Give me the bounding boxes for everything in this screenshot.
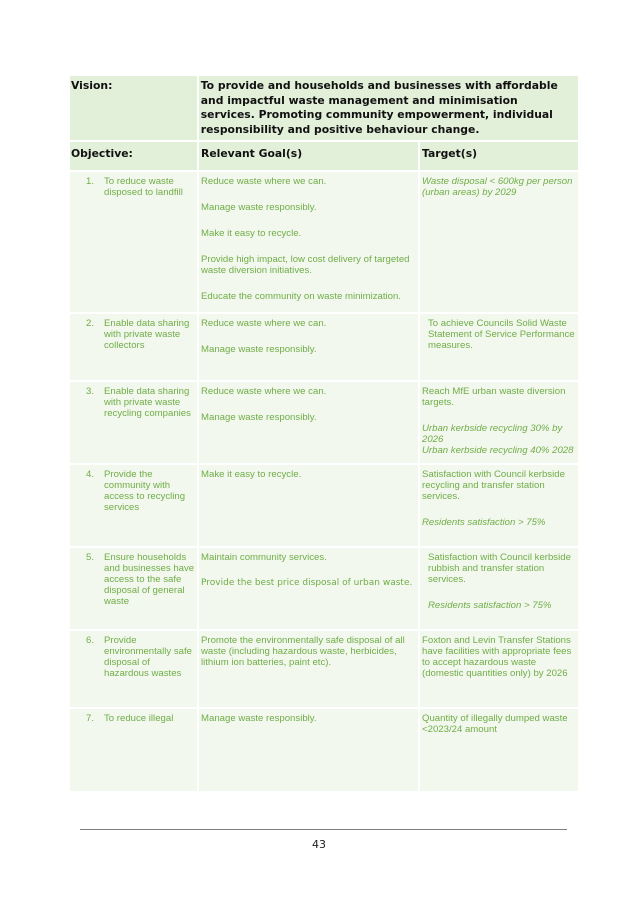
objective-cell xyxy=(70,631,197,707)
objective-text: To reduce illegal xyxy=(104,713,174,724)
target-text: To achieve Councils Solid Waste Statement of Service Performance measures. xyxy=(428,318,575,351)
target-text: Residents satisfaction > 75% xyxy=(422,517,546,528)
target-text: Waste disposal < 600kg per person (urban areas) by 2029 xyxy=(422,176,573,198)
goal-text: Manage waste responsibly. xyxy=(201,412,317,423)
objective-number: 6. xyxy=(85,635,94,646)
target-cell xyxy=(420,631,578,707)
goal-text: Manage waste responsibly. xyxy=(201,202,317,213)
target-cell xyxy=(420,548,578,629)
objective-cell xyxy=(70,548,197,629)
objective-cell xyxy=(70,314,197,380)
vision-statement: To provide and households and businesses with affordable and impactful waste management and minimisation services. Promoting community empowerment, individual responsibility and positive behaviour change. xyxy=(199,76,578,140)
objective-number: 7. xyxy=(85,713,94,724)
objective-text: Provide environmentally safe disposal of hazardous wastes xyxy=(104,635,192,679)
goal-cell xyxy=(199,382,418,463)
objective-number: 3. xyxy=(85,386,94,397)
target-text: Urban kerbside recycling 40% 2028 xyxy=(422,445,574,456)
table-row xyxy=(70,709,578,791)
target-text: Quantity of illegally dumped waste <2023/24 amount xyxy=(422,713,568,735)
goal-text: Promote the environmentally safe disposal of all waste (including hazardous waste, herbicides, lithium ion batteries, paint etc). xyxy=(201,635,405,668)
goal-cell xyxy=(199,314,418,380)
goal-text: Make it easy to recycle. xyxy=(201,228,302,239)
target-text: Satisfaction with Council kerbside recycling and transfer station services. xyxy=(422,469,565,502)
goal-cell xyxy=(199,709,418,791)
goal-text: Provide the best price disposal of urban waste. xyxy=(201,578,413,588)
strategy-table xyxy=(70,76,578,793)
table-row xyxy=(70,314,578,380)
goal-cell xyxy=(199,548,418,629)
target-text: Residents satisfaction > 75% xyxy=(428,600,552,611)
target-cell xyxy=(420,382,578,463)
target-cell xyxy=(420,172,578,312)
objective-text: To reduce waste disposed to landfill xyxy=(104,176,183,198)
objective-cell xyxy=(70,382,197,463)
goal-text: Provide high impact, low cost delivery of targeted waste diversion initiatives. xyxy=(201,254,410,276)
table-row xyxy=(70,465,578,546)
goal-header: Relevant Goal(s) xyxy=(199,142,418,170)
vision-label: Vision: xyxy=(70,76,197,140)
target-text: Urban kerbside recycling 30% by 2026 xyxy=(422,423,563,445)
target-text: Reach MfE urban waste diversion targets. xyxy=(422,386,566,408)
target-text: Satisfaction with Council kerbside rubbish and transfer station services. xyxy=(428,552,571,585)
target-header: Target(s) xyxy=(420,142,578,170)
table-row xyxy=(70,548,578,629)
goal-cell xyxy=(199,172,418,312)
page-number: 43 xyxy=(312,838,326,851)
table-row xyxy=(70,382,578,463)
goal-cell xyxy=(199,465,418,546)
goal-text: Manage waste responsibly. xyxy=(201,713,317,724)
vision-row xyxy=(70,76,578,140)
table-row xyxy=(70,631,578,707)
objective-number: 5. xyxy=(85,552,94,563)
target-cell xyxy=(420,465,578,546)
header-row xyxy=(70,142,578,170)
goal-text: Reduce waste where we can. xyxy=(201,176,327,187)
goal-text: Maintain community services. xyxy=(201,552,327,563)
goal-text: Educate the community on waste minimization. xyxy=(201,291,401,302)
objective-header: Objective: xyxy=(70,142,197,170)
target-cell xyxy=(420,314,578,380)
objective-text: Enable data sharing with private waste collectors xyxy=(104,318,190,351)
objective-text: Provide the community with access to recycling services xyxy=(104,469,186,513)
goal-text: Make it easy to recycle. xyxy=(201,469,302,480)
footer-divider xyxy=(80,829,567,830)
objective-number: 4. xyxy=(85,469,94,480)
objective-number: 2. xyxy=(85,318,94,329)
objective-text: Enable data sharing with private waste recycling companies xyxy=(104,386,191,419)
objective-text: Ensure households and businesses have access to the safe disposal of general waste xyxy=(104,552,195,607)
goal-text: Reduce waste where we can. xyxy=(201,386,327,397)
table-row xyxy=(70,172,578,312)
objective-cell xyxy=(70,172,197,312)
goal-text: Manage waste responsibly. xyxy=(201,344,317,355)
objective-cell xyxy=(70,465,197,546)
objective-number: 1. xyxy=(85,176,94,187)
objective-cell xyxy=(70,709,197,791)
target-cell xyxy=(420,709,578,791)
target-text: Foxton and Levin Transfer Stations have facilities with appropriate fees to accept hazardous waste (domestic quantities only) by 2026 xyxy=(422,635,572,679)
goal-text: Reduce waste where we can. xyxy=(201,318,327,329)
goal-cell xyxy=(199,631,418,707)
